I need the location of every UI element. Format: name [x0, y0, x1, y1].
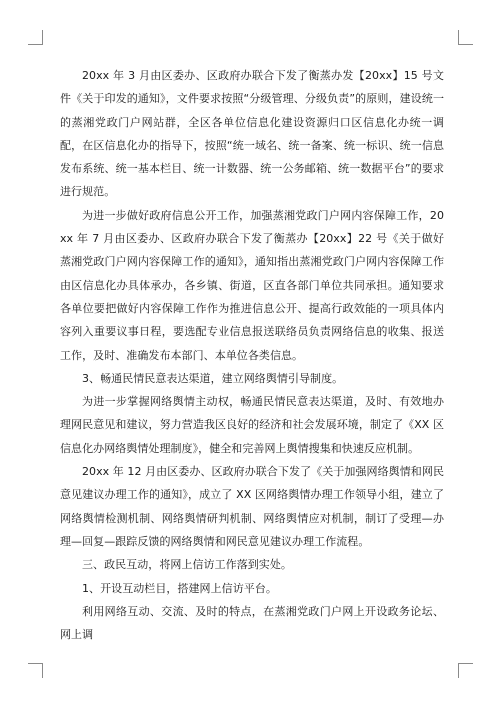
crop-mark-bottom-left	[28, 663, 43, 678]
paragraph-4: 为进一步掌握网络舆情主动权，畅通民情民意表达渠道，及时、有效地办理网民意见和建议，努力营造我区良好的经济和社会发展环境，制定了《XX 区信息化办网络舆情处理制度》，健全和完善网上舆情搜集和快速反应机制。	[60, 395, 444, 455]
paragraph-5: 20xx 年 12 月由区委办、区政府办联合下发了《关于加强网络舆情和网民意见建议办理工作的通知》，成立了 XX 区网络舆情办理工作领导小组，建立了网络舆情检测机制、网络舆情研判机制、网络舆情应对机制，制订了受理—办理—回复—跟踪反馈的网络舆情和网民意见建议办理工作流程。	[60, 465, 444, 548]
section-heading-three: 三、政民互动，将网上信访工作落到实处。	[82, 558, 292, 572]
section-heading-3: 3、畅通民情民意表达渠道，建立网络舆情引导制度。	[82, 371, 344, 385]
crop-mark-bottom-right	[458, 663, 473, 678]
subsection-heading-1: 1、开设互动栏目，搭建网上信访平台。	[82, 581, 277, 595]
document-body	[60, 64, 444, 646]
crop-mark-top-right	[458, 30, 473, 45]
paragraph-2: 为进一步做好政府信息公开工作，加强蒸湘党政门户网内容保障工作，20xx 年 7 月由区委办、区政府办联合下发了衡蒸办【20xx】22 号《关于做好蒸湘党政门户网内容保障工作的通知》，通知指出蒸湘党政门户网内容保障工作由区信息化办具体承办，各乡镇、街道，区直各部门单位共同承担。通知要求各单位要把做好内容保障工作作为推进信息公开、提高行政效能的一项具体内容列入重要议事日程，要选配专业信息报送联络员负责网络信息的收集、报送工作，及时、准确发布本部门、本单位各类信息。	[60, 208, 444, 362]
paragraph-1: 20xx 年 3 月由区委办、区政府办联合下发了衡蒸办发【20xx】15 号文件《关于印发的通知》，文件要求按照“分级管理、分级负责”的原则，建设统一的蒸湘党政门户网站群，全区各单位信息化建设资源归口区信息化办统一调配，在区信息化办的指导下，按照“统一域名、统一备案、统一标识、统一信息发布系统、统一基本栏目、统一计数器、统一公务邮箱、统一数据平台”的要求进行规范。	[60, 69, 444, 199]
paragraph-8: 利用网络互动、交流、及时的特点，在蒸湘党政门户网上开设政务论坛、网上调	[60, 604, 444, 642]
crop-mark-top-left	[28, 30, 43, 45]
